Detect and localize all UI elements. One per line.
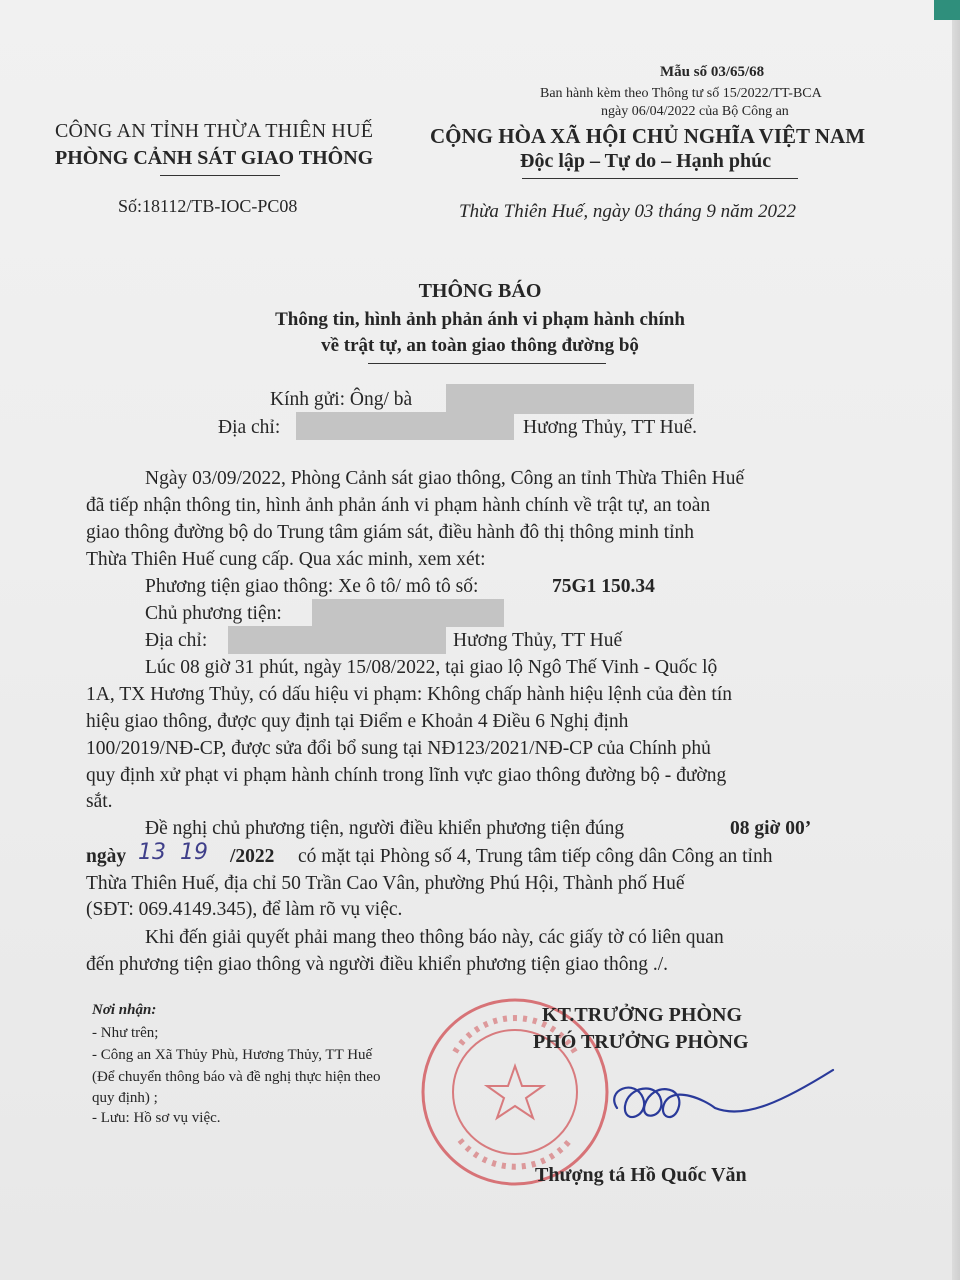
appointment-day-label: ngày bbox=[86, 846, 127, 867]
national-motto: Độc lập – Tự do – Hạnh phúc bbox=[520, 150, 772, 172]
body-line: Thừa Thiên Huế cung cấp. Qua xác minh, xem xét: bbox=[86, 549, 486, 570]
agency-underline bbox=[160, 175, 280, 176]
body-line: Lúc 08 giờ 31 phút, ngày 15/08/2022, tại giao lộ Ngô Thế Vinh - Quốc lộ bbox=[145, 657, 718, 678]
redacted-name bbox=[446, 384, 694, 414]
form-reference-line1: Ban hành kèm theo Thông tư số 15/2022/TT-BCA bbox=[540, 86, 822, 101]
owner-address-label: Địa chỉ: bbox=[145, 630, 208, 651]
background-corner bbox=[934, 0, 960, 20]
recipients-heading: Nơi nhận: bbox=[92, 1002, 157, 1018]
document-subtitle-line2: về trật tự, an toàn giao thông đường bộ bbox=[321, 335, 639, 356]
signer-name: Thượng tá Hồ Quốc Văn bbox=[535, 1164, 747, 1186]
agency-name: CÔNG AN TỈNH THỪA THIÊN HUẾ bbox=[55, 120, 374, 142]
body-line: Ngày 03/09/2022, Phòng Cảnh sát giao thông, Công an tỉnh Thừa Thiên Huế bbox=[145, 468, 745, 489]
body-line: (SĐT: 069.4149.345), để làm rõ vụ việc. bbox=[86, 899, 403, 920]
redacted-owner bbox=[312, 599, 504, 627]
signature-title-line1: KT.TRƯỞNG PHÒNG bbox=[542, 1004, 742, 1026]
document-number: Số:18112/TB-IOC-PC08 bbox=[118, 196, 298, 216]
body-line: giao thông đường bộ do Trung tâm giám sát, điều hành đô thị thông minh tỉnh bbox=[86, 522, 695, 543]
form-reference-line2: ngày 06/04/2022 của Bộ Công an bbox=[601, 104, 789, 119]
recipient-item: (Để chuyển thông báo và đề nghị thực hiện theo bbox=[92, 1069, 381, 1085]
department-name: PHÒNG CẢNH SÁT GIAO THÔNG bbox=[55, 147, 374, 169]
body-line: hiệu giao thông, được quy định tại Điểm e Khoản 4 Điều 6 Nghị định bbox=[86, 711, 629, 732]
paper-edge bbox=[952, 20, 960, 1280]
vehicle-label: Phương tiện giao thông: Xe ô tô/ mô tô số: bbox=[145, 576, 479, 597]
owner-address-tail: Hương Thủy, TT Huế bbox=[453, 630, 623, 651]
body-line: sắt. bbox=[86, 791, 113, 812]
recipient-item: quy định) ; bbox=[92, 1090, 158, 1106]
body-line: Khi đến giải quyết phải mang theo thông báo này, các giấy tờ có liên quan bbox=[145, 927, 724, 948]
national-title: CỘNG HÒA XÃ HỘI CHỦ NGHĨA VIỆT NAM bbox=[430, 124, 866, 148]
handwritten-month: 19 bbox=[180, 840, 208, 865]
appointment-time: 08 giờ 00’ bbox=[730, 818, 812, 839]
handwritten-signature bbox=[595, 1060, 845, 1150]
body-line: đã tiếp nhận thông tin, hình ảnh phản ánh vi phạm hành chính về trật tự, an toàn bbox=[86, 495, 711, 516]
handwritten-day: 13 bbox=[138, 840, 166, 865]
redacted-owner-address bbox=[228, 626, 446, 654]
title-underline bbox=[368, 363, 606, 364]
redacted-address bbox=[296, 412, 514, 440]
owner-label: Chủ phương tiện: bbox=[145, 603, 282, 624]
recipient-label: Kính gửi: Ông/ bà bbox=[270, 389, 413, 410]
signature-title-line2: PHÓ TRƯỞNG PHÒNG bbox=[533, 1031, 749, 1053]
recipient-address-label: Địa chỉ: bbox=[218, 417, 281, 438]
body-line: có mặt tại Phòng số 4, Trung tâm tiếp công dân Công an tỉnh bbox=[298, 846, 773, 867]
signature-scribble-icon bbox=[595, 1060, 845, 1150]
recipient-item: - Như trên; bbox=[92, 1025, 159, 1041]
body-line: đến phương tiện giao thông và người điều khiển phương tiện giao thông ./. bbox=[86, 954, 669, 975]
recipient-item: - Công an Xã Thủy Phù, Hương Thủy, TT Huế bbox=[92, 1047, 373, 1063]
body-line: Thừa Thiên Huế, địa chỉ 50 Trần Cao Vân, phường Phú Hội, Thành phố Huế bbox=[86, 873, 685, 894]
vehicle-plate: 75G1 150.34 bbox=[552, 576, 655, 597]
body-line: quy định xử phạt vi phạm hành chính trong lĩnh vực giao thông đường bộ - đường bbox=[86, 765, 727, 786]
form-number: Mẫu số 03/65/68 bbox=[660, 64, 765, 80]
document-subtitle-line1: Thông tin, hình ảnh phản ánh vi phạm hành chính bbox=[275, 309, 685, 330]
document-title: THÔNG BÁO bbox=[418, 280, 542, 302]
body-line: 1A, TX Hương Thủy, có dấu hiệu vi phạm: Không chấp hành hiệu lệnh của đèn tín bbox=[86, 684, 733, 705]
appointment-year: /2022 bbox=[230, 846, 275, 867]
body-line: Đề nghị chủ phương tiện, người điều khiển phương tiện đúng bbox=[145, 818, 625, 839]
motto-underline bbox=[522, 178, 798, 179]
recipient-address-tail: Hương Thủy, TT Huế. bbox=[523, 417, 697, 438]
place-date: Thừa Thiên Huế, ngày 03 tháng 9 năm 2022 bbox=[459, 201, 797, 222]
body-line: 100/2019/NĐ-CP, được sửa đổi bổ sung tại NĐ123/2021/NĐ-CP của Chính phủ bbox=[86, 738, 711, 759]
recipient-item: - Lưu: Hồ sơ vụ việc. bbox=[92, 1110, 221, 1126]
